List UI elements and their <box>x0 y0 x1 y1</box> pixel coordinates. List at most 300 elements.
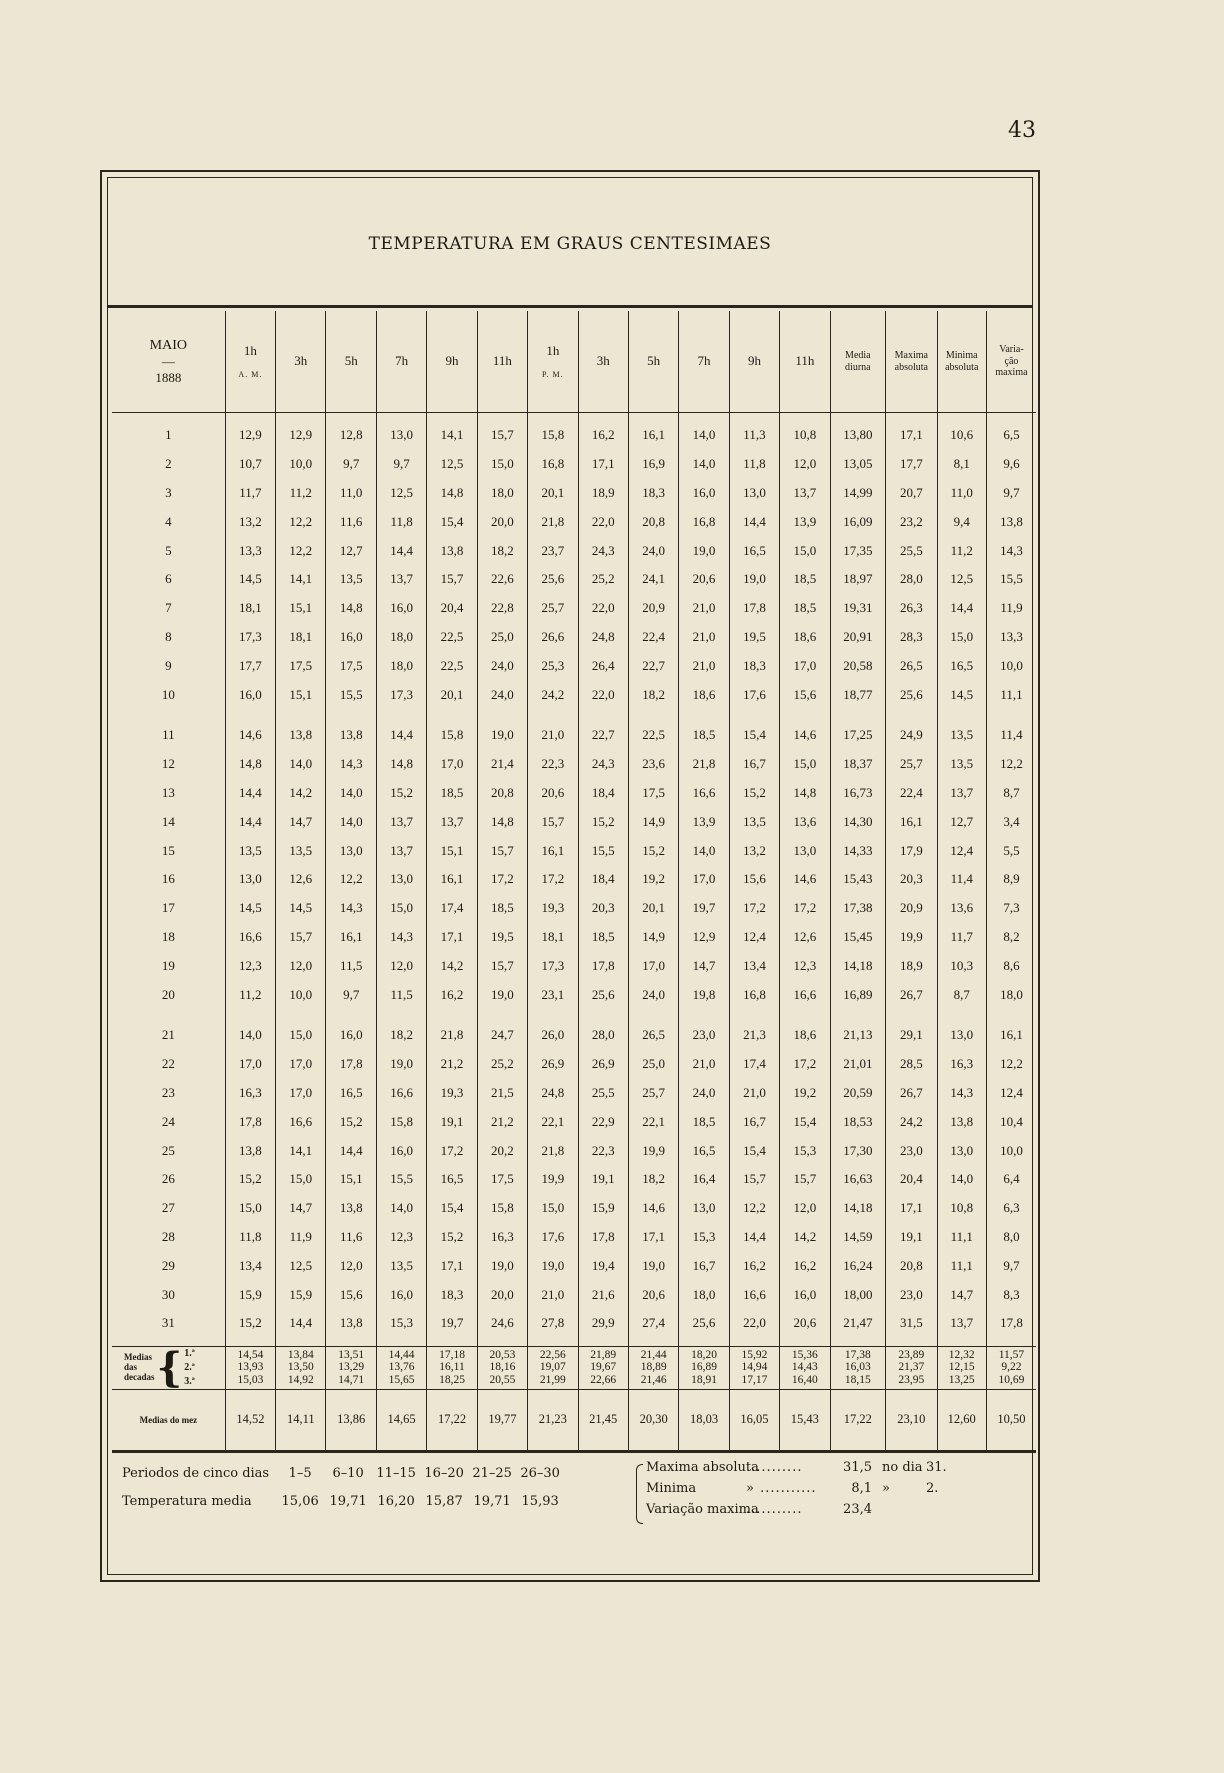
value-cell: 14,2 <box>780 1223 830 1252</box>
value-cell: 21,47 <box>830 1309 886 1346</box>
value-cell: 15,7 <box>528 807 578 836</box>
value-cell: 10,6 <box>937 413 986 450</box>
value-cell: 16,5 <box>427 1165 477 1194</box>
value-cell: 22,0 <box>729 1309 779 1346</box>
value-cell: 12,5 <box>376 479 426 508</box>
value-cell: 16,1 <box>326 923 376 952</box>
value-cell: 14,8 <box>376 750 426 779</box>
value-cell: 23,7 <box>528 536 578 565</box>
decade-cell <box>986 1346 1036 1389</box>
value-cell: 25,3 <box>528 651 578 680</box>
value-cell: 15,0 <box>376 894 426 923</box>
decade-value: 9,22 <box>1001 1361 1022 1374</box>
value-cell: 11,7 <box>937 923 986 952</box>
value-cell: 21,01 <box>830 1050 886 1079</box>
value-cell: 13,8 <box>427 536 477 565</box>
decade-value: 18,25 <box>439 1374 465 1387</box>
value-cell: 13,6 <box>937 894 986 923</box>
value-cell: 13,7 <box>780 479 830 508</box>
value-cell: 18,5 <box>780 565 830 594</box>
value-cell: 20,3 <box>886 865 937 894</box>
value-cell: 11,5 <box>326 951 376 980</box>
header-hour: 9h <box>729 311 779 413</box>
value-cell: 12,9 <box>679 923 729 952</box>
decade-cell <box>528 1346 578 1389</box>
value-cell: 17,30 <box>830 1136 886 1165</box>
value-cell: 16,3 <box>937 1050 986 1079</box>
value-cell: 19,0 <box>477 1251 527 1280</box>
value-cell: 17,2 <box>477 865 527 894</box>
value-cell: 12,2 <box>729 1194 779 1223</box>
value-cell: 16,0 <box>376 594 426 623</box>
month-mean-cell: 17,22 <box>830 1389 886 1451</box>
day-cell: 23 <box>161 1084 175 1100</box>
value-cell: 15,0 <box>780 536 830 565</box>
value-cell: 15,4 <box>729 709 779 750</box>
value-cell: 11,8 <box>729 450 779 479</box>
value-cell: 13,7 <box>427 807 477 836</box>
value-cell: 19,2 <box>628 865 678 894</box>
day-cell: 16 <box>161 871 175 887</box>
month-mean-cell: 18,03 <box>679 1389 729 1451</box>
value-cell: 13,0 <box>376 865 426 894</box>
extreme-label: Variação maxima <box>646 1502 759 1517</box>
value-cell: 11,2 <box>225 980 275 1009</box>
value-cell: 16,8 <box>679 507 729 536</box>
value-cell: 17,4 <box>729 1050 779 1079</box>
value-cell: 14,6 <box>780 865 830 894</box>
value-cell: 15,6 <box>326 1280 376 1309</box>
month-mean-cell: 23,10 <box>886 1389 937 1451</box>
table-row <box>112 479 1036 508</box>
decade-cell <box>937 1346 986 1389</box>
month-mean-cell: 10,50 <box>986 1389 1036 1451</box>
value-cell: 15,8 <box>427 709 477 750</box>
value-cell: 14,18 <box>830 1194 886 1223</box>
decade-value: 17,18 <box>439 1348 465 1361</box>
value-cell: 26,6 <box>528 623 578 652</box>
value-cell: 21,0 <box>679 1050 729 1079</box>
value-cell: 17,2 <box>427 1136 477 1165</box>
value-cell: 26,9 <box>528 1050 578 1079</box>
value-cell: 11,4 <box>937 865 986 894</box>
month-mean-row <box>112 1389 1036 1451</box>
header-hour: 11h <box>477 311 527 413</box>
value-cell: 17,8 <box>986 1309 1036 1346</box>
day-cell: 18 <box>161 928 175 944</box>
value-cell: 18,3 <box>729 651 779 680</box>
value-cell: 22,6 <box>477 565 527 594</box>
leader-dots: » ........... <box>746 1481 817 1496</box>
value-cell: 11,8 <box>225 1223 275 1252</box>
value-cell: 17,6 <box>729 680 779 709</box>
value-cell: 19,3 <box>427 1079 477 1108</box>
table-row <box>112 923 1036 952</box>
value-cell: 11,1 <box>937 1251 986 1280</box>
value-cell: 14,33 <box>830 836 886 865</box>
value-cell: 18,3 <box>427 1280 477 1309</box>
day-cell: 29 <box>161 1257 175 1273</box>
value-cell: 12,8 <box>326 413 376 450</box>
value-cell: 21,2 <box>477 1107 527 1136</box>
value-cell: 19,0 <box>729 565 779 594</box>
value-cell: 16,9 <box>628 450 678 479</box>
value-cell: 14,4 <box>937 594 986 623</box>
value-cell: 22,9 <box>578 1107 628 1136</box>
value-cell: 27,8 <box>528 1309 578 1346</box>
value-cell: 18,0 <box>376 623 426 652</box>
value-cell: 16,7 <box>729 750 779 779</box>
value-cell: 13,5 <box>225 836 275 865</box>
table-row <box>112 594 1036 623</box>
value-cell: 24,0 <box>477 651 527 680</box>
value-cell: 14,3 <box>937 1079 986 1108</box>
value-cell: 26,0 <box>528 1009 578 1050</box>
value-cell: 18,97 <box>830 565 886 594</box>
header-year: 1888 <box>155 370 182 386</box>
brace-icon: { <box>156 1343 183 1391</box>
decade-value: 14,44 <box>388 1348 415 1361</box>
value-cell: 21,8 <box>528 1136 578 1165</box>
value-cell: 14,5 <box>225 894 275 923</box>
period-range: 11–15 <box>376 1466 416 1481</box>
value-cell: 15,7 <box>780 1165 830 1194</box>
value-cell: 24,2 <box>528 680 578 709</box>
value-cell: 19,1 <box>427 1107 477 1136</box>
decade-value: 13,84 <box>287 1348 314 1361</box>
value-cell: 29,1 <box>886 1009 937 1050</box>
day-cell: 5 <box>165 542 172 558</box>
value-cell: 10,0 <box>276 980 326 1009</box>
value-cell: 15,7 <box>427 565 477 594</box>
value-cell: 20,6 <box>780 1309 830 1346</box>
value-cell: 15,5 <box>326 680 376 709</box>
table-row <box>112 1280 1036 1309</box>
value-cell: 14,4 <box>376 709 426 750</box>
value-cell: 20,8 <box>628 507 678 536</box>
value-cell: 9,6 <box>986 450 1036 479</box>
value-cell: 12,0 <box>376 951 426 980</box>
period-mean: 15,87 <box>425 1494 463 1509</box>
value-cell: 17,6 <box>528 1223 578 1252</box>
header-hour: 7h <box>679 311 729 413</box>
day-cell: 8 <box>165 628 172 644</box>
value-cell: 15,2 <box>578 807 628 836</box>
value-cell: 16,2 <box>427 980 477 1009</box>
value-cell: 14,6 <box>780 709 830 750</box>
value-cell: 22,7 <box>578 709 628 750</box>
table-row <box>112 565 1036 594</box>
value-cell: 19,0 <box>477 980 527 1009</box>
value-cell: 15,2 <box>729 779 779 808</box>
extreme-word: » <box>882 1481 890 1496</box>
decade-label <box>112 1343 225 1391</box>
value-cell: 17,1 <box>427 923 477 952</box>
value-cell: 18,0 <box>477 479 527 508</box>
extreme-value: 31,5 <box>843 1460 872 1475</box>
decade-value: 18,20 <box>691 1348 717 1361</box>
extreme-label: Maxima absoluta <box>646 1460 759 1475</box>
value-cell: 14,0 <box>937 1165 986 1194</box>
value-cell: 16,0 <box>679 479 729 508</box>
value-cell: 25,7 <box>628 1079 678 1108</box>
value-cell: 14,3 <box>376 923 426 952</box>
value-cell: 19,3 <box>528 894 578 923</box>
value-cell: 12,3 <box>225 951 275 980</box>
value-cell: 14,6 <box>225 709 275 750</box>
value-cell: 12,2 <box>276 536 326 565</box>
value-cell: 18,4 <box>578 779 628 808</box>
value-cell: 19,5 <box>477 923 527 952</box>
value-cell: 18,5 <box>578 923 628 952</box>
decade-cell <box>477 1346 527 1389</box>
value-cell: 22,8 <box>477 594 527 623</box>
value-cell: 14,0 <box>679 450 729 479</box>
value-cell: 13,8 <box>326 1194 376 1223</box>
value-cell: 17,8 <box>326 1050 376 1079</box>
value-cell: 16,3 <box>477 1223 527 1252</box>
day-cell: 24 <box>161 1113 175 1129</box>
value-cell: 18,0 <box>376 651 426 680</box>
value-cell: 21,0 <box>679 623 729 652</box>
value-cell: 13,5 <box>276 836 326 865</box>
extreme-label: Minima <box>646 1481 697 1496</box>
header-text: ção <box>1004 355 1019 367</box>
value-cell: 16,63 <box>830 1165 886 1194</box>
day-cell: 3 <box>165 484 172 500</box>
value-cell: 21,8 <box>679 750 729 779</box>
day-cell: 9 <box>165 657 172 673</box>
value-cell: 25,6 <box>679 1309 729 1346</box>
period-mean: 19,71 <box>329 1494 367 1509</box>
value-cell: 18,4 <box>578 865 628 894</box>
value-cell: 20,6 <box>628 1280 678 1309</box>
month-mean-cell: 19,77 <box>477 1389 527 1451</box>
value-cell: 11,4 <box>986 709 1036 750</box>
decade-value: 19,67 <box>590 1361 617 1374</box>
value-cell: 14,2 <box>276 779 326 808</box>
header-month: MAIO <box>149 337 187 353</box>
value-cell: 12,4 <box>937 836 986 865</box>
header-maxima-absoluta <box>886 311 937 413</box>
value-cell: 17,0 <box>225 1050 275 1079</box>
value-cell: 20,1 <box>427 680 477 709</box>
value-cell: 15,5 <box>986 565 1036 594</box>
value-cell: 13,8 <box>326 1309 376 1346</box>
value-cell: 11,0 <box>937 479 986 508</box>
day-cell: 25 <box>161 1142 175 1158</box>
value-cell: 18,1 <box>225 594 275 623</box>
table-row <box>112 980 1036 1009</box>
value-cell: 11,9 <box>276 1223 326 1252</box>
value-cell: 15,2 <box>225 1165 275 1194</box>
decade-cell <box>780 1346 830 1389</box>
value-cell: 19,2 <box>780 1079 830 1108</box>
header-text: diurna <box>845 361 871 373</box>
value-cell: 12,3 <box>376 1223 426 1252</box>
value-cell: 16,5 <box>729 536 779 565</box>
value-cell: 11,6 <box>326 1223 376 1252</box>
decade-value: 15,92 <box>741 1348 768 1361</box>
decade-value: 13,93 <box>237 1361 264 1374</box>
value-cell: 18,5 <box>477 894 527 923</box>
value-cell: 18,9 <box>886 951 937 980</box>
decade-cell <box>729 1346 779 1389</box>
value-cell: 10,4 <box>986 1107 1036 1136</box>
value-cell: 13,7 <box>376 565 426 594</box>
value-cell: 16,8 <box>528 450 578 479</box>
value-cell: 8,7 <box>937 980 986 1009</box>
value-cell: 13,3 <box>986 623 1036 652</box>
value-cell: 16,1 <box>986 1009 1036 1050</box>
decade-cell <box>578 1346 628 1389</box>
value-cell: 12,9 <box>225 413 275 450</box>
value-cell: 18,77 <box>830 680 886 709</box>
value-cell: 18,5 <box>679 709 729 750</box>
value-cell: 11,2 <box>276 479 326 508</box>
value-cell: 14,5 <box>225 565 275 594</box>
value-cell: 21,0 <box>679 651 729 680</box>
value-cell: 17,1 <box>886 413 937 450</box>
value-cell: 15,0 <box>780 750 830 779</box>
value-cell: 15,4 <box>780 1107 830 1136</box>
day-cell: 10 <box>161 686 175 702</box>
value-cell: 14,8 <box>477 807 527 836</box>
value-cell: 22,7 <box>628 651 678 680</box>
decade-cell <box>830 1346 886 1389</box>
temperature-table <box>112 311 1036 1453</box>
decade-value: 16,40 <box>791 1374 818 1387</box>
period-mean: 16,20 <box>377 1494 415 1509</box>
value-cell: 13,5 <box>376 1251 426 1280</box>
value-cell: 16,5 <box>326 1079 376 1108</box>
value-cell: 15,0 <box>276 1009 326 1050</box>
am-label: A. M. <box>238 369 263 379</box>
value-cell: 17,5 <box>628 779 678 808</box>
day-cell: 30 <box>161 1286 175 1302</box>
value-cell: 20,6 <box>528 779 578 808</box>
value-cell: 15,0 <box>528 1194 578 1223</box>
value-cell: 16,1 <box>528 836 578 865</box>
decade-cell <box>679 1346 729 1389</box>
decade-cell <box>427 1346 477 1389</box>
value-cell: 13,0 <box>937 1009 986 1050</box>
value-cell: 11,0 <box>326 479 376 508</box>
value-cell: 25,7 <box>886 750 937 779</box>
value-cell: 18,1 <box>276 623 326 652</box>
table-row <box>112 680 1036 709</box>
value-cell: 24,0 <box>628 536 678 565</box>
value-cell: 21,4 <box>477 750 527 779</box>
period-means-label: Temperatura media <box>122 1494 252 1509</box>
value-cell: 16,6 <box>729 1280 779 1309</box>
value-cell: 26,3 <box>886 594 937 623</box>
value-cell: 15,0 <box>937 623 986 652</box>
header-text: absoluta <box>894 361 928 373</box>
decade-value: 15,36 <box>791 1348 818 1361</box>
value-cell: 16,0 <box>780 1280 830 1309</box>
table-row <box>112 807 1036 836</box>
value-cell: 17,0 <box>276 1079 326 1108</box>
value-cell: 15,0 <box>477 450 527 479</box>
value-cell: 24,6 <box>477 1309 527 1346</box>
month-mean-cell: 14,65 <box>376 1389 426 1451</box>
value-cell: 15,3 <box>780 1136 830 1165</box>
value-cell: 11,3 <box>729 413 779 450</box>
value-cell: 17,3 <box>528 951 578 980</box>
value-cell: 19,0 <box>477 709 527 750</box>
decade-value: 23,95 <box>898 1374 925 1387</box>
value-cell: 20,91 <box>830 623 886 652</box>
value-cell: 19,5 <box>729 623 779 652</box>
value-cell: 22,1 <box>528 1107 578 1136</box>
value-cell: 12,4 <box>986 1079 1036 1108</box>
value-cell: 19,1 <box>886 1223 937 1252</box>
value-cell: 9,7 <box>986 1251 1036 1280</box>
value-cell: 16,2 <box>780 1251 830 1280</box>
value-cell: 25,0 <box>477 623 527 652</box>
value-cell: 17,7 <box>886 450 937 479</box>
day-cell: 2 <box>165 456 172 472</box>
value-cell: 20,0 <box>477 1280 527 1309</box>
value-cell: 14,0 <box>326 807 376 836</box>
value-cell: 17,1 <box>578 450 628 479</box>
value-cell: 7,3 <box>986 894 1036 923</box>
value-cell: 23,0 <box>679 1009 729 1050</box>
decade-row <box>112 1346 1036 1389</box>
value-cell: 14,1 <box>427 413 477 450</box>
value-cell: 14,4 <box>376 536 426 565</box>
period-mean: 15,06 <box>281 1494 319 1509</box>
value-cell: 14,8 <box>427 479 477 508</box>
value-cell: 18,1 <box>528 923 578 952</box>
value-cell: 16,5 <box>679 1136 729 1165</box>
value-cell: 24,0 <box>628 980 678 1009</box>
value-cell: 19,7 <box>427 1309 477 1346</box>
value-cell: 6,3 <box>986 1194 1036 1223</box>
value-cell: 12,5 <box>276 1251 326 1280</box>
decade-value: 14,43 <box>791 1361 818 1374</box>
header-month-year <box>112 311 225 413</box>
value-cell: 17,1 <box>886 1194 937 1223</box>
value-cell: 26,7 <box>886 1079 937 1108</box>
value-cell: 14,99 <box>830 479 886 508</box>
value-cell: 16,6 <box>225 923 275 952</box>
value-cell: 15,5 <box>376 1165 426 1194</box>
decade-value: 13,50 <box>287 1361 314 1374</box>
value-cell: 23,0 <box>886 1136 937 1165</box>
value-cell: 24,0 <box>477 680 527 709</box>
value-cell: 28,0 <box>886 565 937 594</box>
value-cell: 14,0 <box>326 779 376 808</box>
value-cell: 17,7 <box>225 651 275 680</box>
value-cell: 17,5 <box>477 1165 527 1194</box>
decade-value: 22,66 <box>590 1374 617 1387</box>
decade-means <box>112 1343 1036 1391</box>
value-cell: 16,1 <box>886 807 937 836</box>
value-cell: 18,53 <box>830 1107 886 1136</box>
value-cell: 21,8 <box>528 507 578 536</box>
value-cell: 24,9 <box>886 709 937 750</box>
value-cell: 16,2 <box>729 1251 779 1280</box>
table-row <box>112 1223 1036 1252</box>
value-cell: 25,6 <box>528 565 578 594</box>
value-cell: 23,6 <box>628 750 678 779</box>
month-mean-cell: 14,52 <box>225 1389 275 1451</box>
month-mean-cell: 21,23 <box>528 1389 578 1451</box>
value-cell: 20,9 <box>628 594 678 623</box>
value-cell: 14,2 <box>427 951 477 980</box>
